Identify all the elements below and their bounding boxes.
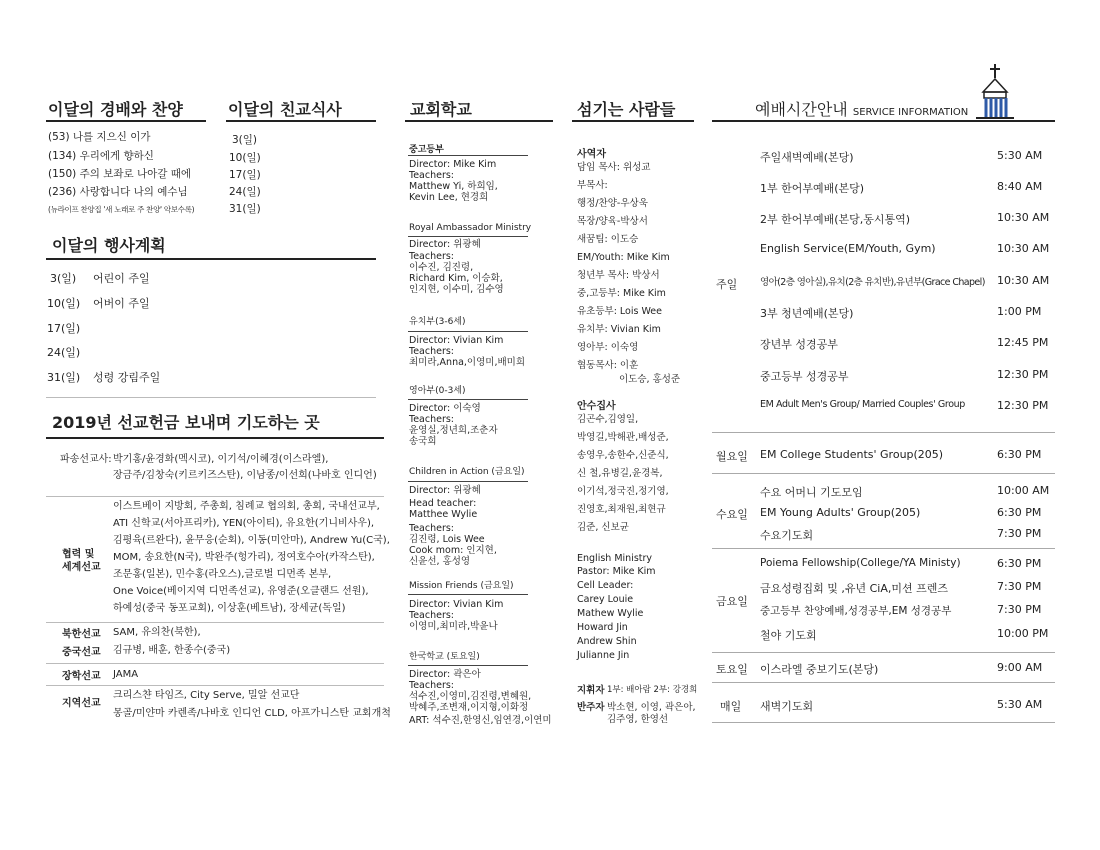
pastor-line: EM/Youth: Mike Kim (577, 252, 670, 263)
service-name: 새벽기도회 (760, 700, 814, 713)
service-title (755, 97, 968, 120)
service-time: 10:30 AM (997, 211, 1050, 224)
em-line: Howard Jin (577, 622, 628, 633)
school-line: Teachers: (409, 170, 454, 181)
service-name: EM Young Adults' Group(205) (760, 506, 921, 519)
event-day: 31(일) (47, 371, 81, 384)
school-group-name: Royal Ambassador Ministry (409, 223, 532, 233)
partners-line: 하예성(중국 동포교회), 이상훈(베트남), 장세균(독일) (113, 603, 346, 614)
service-row (760, 368, 1049, 386)
service-time: 7:30 PM (997, 527, 1042, 540)
school-group-name: Mission Friends (금요일) (409, 581, 514, 591)
service-row (760, 180, 1043, 198)
missionaries-line: 박기홍/윤경화(멕시코), 이기석/이혜경(이스라엘), (113, 454, 329, 465)
school-group-rule (408, 236, 528, 237)
events-title: 이달의 행사계획 (52, 236, 166, 255)
service-row (760, 305, 1040, 323)
school-line: Teachers: (409, 680, 454, 691)
school-group-name: Children in Action (금요일) (409, 467, 525, 477)
service-row (760, 336, 1049, 354)
service-time: 10:30 AM (997, 274, 1050, 287)
service-row (760, 661, 1043, 679)
em-line: Andrew Shin (577, 636, 637, 647)
deacon-line: 송영우,송한수,신준식, (577, 450, 669, 461)
conductor-value: 1부: 배아람 2부: 강경희 (607, 685, 698, 695)
service-title-en: SERVICE INFORMATION (852, 107, 969, 118)
deacon-line: 김준, 신보균 (577, 522, 629, 533)
local-line: 몽골/미얀마 카렌족/나바호 인디언 CLD, 아프가니스탄 교회개척 (113, 708, 391, 719)
service-time: 9:00 AM (997, 661, 1043, 674)
service-time: 12:45 PM (997, 336, 1049, 349)
service-name: 장년부 성경공부 (760, 338, 838, 351)
fellowship-date: 31(일) (229, 203, 261, 215)
service-row (760, 211, 1050, 229)
event-name: 어린이 주일 (93, 272, 150, 285)
school-line: 송국희 (409, 436, 437, 447)
partners-label: 협력 및 세계선교 (62, 549, 101, 573)
school-line: 박혜주,조변재,이지형,이화정 (409, 702, 529, 713)
service-divider (712, 548, 1055, 549)
service-name: 영아(2층 영아실),유치(2층 유치반),유년부(Grace Chapel) (760, 277, 985, 288)
service-time: 6:30 PM (997, 448, 1042, 461)
school-line: Director: 곽은아 (409, 669, 481, 680)
school-line: Director: 위광혜 (409, 239, 481, 250)
school-group-rule (408, 331, 528, 332)
service-time: 10:30 AM (997, 242, 1050, 255)
partners-line: 이스트베이 지방회, 주총회, 침례교 협의회, 총회, 국내선교부, (113, 501, 380, 512)
fellowship-title: 이달의 친교식사 (228, 100, 342, 119)
missionaries-line: 장금주/김창숙(키르키즈스탄), 이남종/이선희(나바호 인디언) (113, 470, 377, 481)
service-row (760, 399, 1049, 417)
service-name: 주일새벽예배(본당) (760, 151, 854, 164)
mission-divider (46, 685, 384, 686)
school-line: Teachers: (409, 610, 454, 621)
service-time: 12:30 PM (997, 399, 1049, 412)
school-line: 최미라,Anna,이영미,배미희 (409, 357, 526, 368)
servers-rule (572, 120, 694, 122)
day-label-daily: 매일 (720, 700, 742, 713)
service-time: 12:30 PM (997, 368, 1049, 381)
mission-rule (46, 437, 384, 439)
service-name: 1부 한어부예배(본당) (760, 182, 865, 195)
service-time: 10:00 PM (997, 627, 1049, 640)
school-line: Head teacher: (409, 498, 477, 509)
service-divider (712, 473, 1055, 474)
school-line: Director: 이숙영 (409, 403, 481, 414)
service-row (760, 448, 1040, 466)
service-name: 금요성령집회 및 ,유년 CiA,미션 프렌즈 (760, 582, 949, 595)
em-line: Cell Leader: (577, 580, 634, 591)
event-name: 어버이 주일 (93, 297, 150, 310)
mission-top-rule (46, 397, 376, 398)
service-name: 이스라엘 중보기도(본당) (760, 663, 879, 676)
school-title: 교회학교 (410, 100, 472, 119)
school-line: Director: Vivian Kim (409, 599, 504, 610)
school-group-rule (408, 399, 528, 400)
school-line: 이수진, 김진령, (409, 262, 474, 273)
service-time: 8:40 AM (997, 180, 1043, 193)
mission-divider (46, 622, 384, 623)
service-name: EM Adult Men's Group/ Married Couples' Group (760, 399, 965, 410)
school-line: 이영미,최미라,박윤나 (409, 621, 498, 632)
partners-line: 김평육(르완다), 윤무응(순회), 이동(미안마), Andrew Yu(C국), (113, 535, 390, 546)
accompanist-line: 김주영, 한영선 (607, 714, 669, 725)
school-line: 인지현, 이수미, 김수영 (409, 284, 504, 295)
school-line: 신윤선, 홍성영 (409, 556, 471, 567)
service-name: 수요 어머니 기도모임 (760, 486, 863, 499)
school-group-rule (408, 481, 528, 482)
partners-line: 조문홍(일본), 민수홍(라오스),글로벌 디먼족 본부, (113, 569, 332, 580)
mission-divider (46, 496, 384, 497)
hymns-title: 이달의 경배와 찬양 (48, 100, 183, 119)
event-day: 3(일) (50, 272, 77, 285)
school-line: Cook mom: 인지현, (409, 545, 497, 556)
pastor-line: 이도승, 홍성준 (619, 374, 681, 385)
service-time: 10:00 AM (997, 484, 1050, 497)
mission-row-value: JAMA (113, 669, 139, 680)
partners-line: MOM, 송요한(N국), 박완주(헝가리), 정여호수아(카작스탄), (113, 552, 375, 563)
deacons-head: 안수집사 (577, 401, 616, 412)
school-group-rule (408, 155, 528, 156)
pastor-line: 중,고등부: Mike Kim (577, 288, 666, 299)
em-line: Carey Louie (577, 594, 634, 605)
mission-row-label: 북한선교 (62, 629, 101, 640)
school-line: ART: 석수진,한영신,임연경,이연미 (409, 715, 552, 726)
school-line: Teachers: (409, 251, 454, 262)
mission-row-value: 김규병, 배훈, 한종수(중국) (113, 645, 231, 656)
hymns-rule (46, 120, 206, 122)
service-time: 6:30 PM (997, 557, 1042, 570)
service-rule (712, 120, 1055, 122)
hymn-item: (236) 사랑합니다 나의 예수님 (48, 186, 188, 198)
school-line: Matthew Yi, 하희임, (409, 181, 498, 192)
service-row (760, 557, 1040, 575)
hymn-item: (150) 주의 보좌로 나아갈 때에 (48, 168, 192, 180)
school-line: Director: 위광혜 (409, 485, 481, 496)
school-line: 윤영실,정년희,조춘자 (409, 425, 498, 436)
school-group-name: 한국학교 (토요일) (409, 652, 480, 662)
day-label-friday: 금요일 (716, 595, 748, 608)
school-line: 석수진,이영미,김진령,변혜원, (409, 691, 532, 702)
school-group-name: 중고등부 (409, 145, 444, 155)
pastor-line: 행정/찬양-우상욱 (577, 198, 648, 209)
day-label-monday: 월요일 (716, 450, 748, 463)
service-name: 중고등부 찬양예배,성경공부,EM 성경공부 (760, 605, 952, 617)
service-divider (712, 652, 1055, 653)
accompanist-label: 반주자 (577, 702, 605, 713)
day-label-wednesday: 수요일 (716, 508, 748, 521)
deacon-line: 김곤수,김영일, (577, 414, 639, 425)
school-group-rule (408, 594, 528, 595)
hymn-note: (뉴라이프 찬양집 '새 노래로 주 찬양' 악보수록) (48, 205, 195, 214)
mission-row-label: 장학선교 (62, 671, 101, 682)
school-line: Director: Vivian Kim (409, 335, 504, 346)
pastor-line: 부목사: (577, 180, 608, 191)
accompanist-line: 박소현, 이영, 곽은아, (607, 702, 696, 713)
em-line: Pastor: Mike Kim (577, 566, 656, 577)
deacon-line: 박영길,박해관,배성준, (577, 432, 669, 443)
em-line: English Ministry (577, 553, 653, 564)
fellowship-date: 17(일) (229, 169, 261, 181)
pastors-head: 사역자 (577, 149, 606, 160)
event-day: 10(일) (47, 297, 81, 310)
service-row (760, 242, 1050, 260)
pastor-line: 목장/양육-박상서 (577, 216, 648, 227)
pastor-line: 영아부: 이숙영 (577, 342, 639, 353)
service-name: EM College Students' Group(205) (760, 448, 944, 461)
mission-title: 2019년 선교헌금 보내며 기도하는 곳 (52, 413, 320, 432)
pastor-line: 유치부: Vivian Kim (577, 324, 661, 335)
pastor-line: 새꿈팀: 이도승 (577, 234, 639, 245)
fellowship-date: 24(일) (229, 186, 261, 198)
service-name: English Service(EM/Youth, Gym) (760, 242, 936, 255)
deacon-line: 진영호,최재원,최현규 (577, 504, 666, 515)
service-name: 수요기도회 (760, 529, 814, 542)
event-day: 17(일) (47, 322, 81, 335)
day-label-saturday: 토요일 (716, 663, 748, 676)
pastor-line: 담임 목사: 위성교 (577, 162, 651, 173)
missionaries-label: 파송선교사: (60, 454, 112, 465)
church-icon (973, 62, 1017, 120)
service-name: 3부 청년예배(본당) (760, 307, 854, 320)
school-rule (405, 120, 553, 122)
event-day: 24(일) (47, 346, 81, 359)
school-line: Teachers: (409, 346, 454, 357)
school-group-name: 유치부(3-6세) (409, 317, 466, 327)
partners-line: One Voice(베이지역 디먼족선교), 유영준(오클랜드 선원), (113, 586, 369, 597)
school-line: Teachers: (409, 414, 454, 425)
event-name: 성령 강림주일 (93, 371, 161, 384)
school-line: Matthee Wylie (409, 509, 478, 520)
service-row (760, 527, 1040, 545)
em-line: Mathew Wylie (577, 608, 644, 619)
em-line: Julianne Jin (577, 650, 630, 661)
local-line: 크리스챤 타임즈, City Serve, 밀알 선교단 (113, 690, 300, 701)
servers-title: 섬기는 사람들 (577, 100, 676, 119)
service-row (760, 698, 1043, 716)
service-time: 7:30 PM (997, 603, 1042, 616)
partners-line: ATI 신학교(서아프리카), YEN(아이티), 유요한(기니비사우), (113, 518, 375, 529)
fellowship-date: 3(일) (232, 134, 258, 146)
conductor-label: 지휘자 (577, 685, 605, 696)
service-row (760, 149, 1043, 167)
service-name: 중고등부 성경공부 (760, 370, 849, 383)
service-row (760, 580, 1040, 598)
pastor-line: 협동목사: 이훈 (577, 360, 639, 371)
school-line: Kevin Lee, 현경희 (409, 192, 489, 203)
pastor-line: 유초등부: Lois Wee (577, 306, 663, 317)
mission-divider (46, 663, 384, 664)
service-title-ko: 예배시간안내 (755, 100, 848, 119)
service-row (760, 484, 1050, 502)
school-line: Richard Kim, 이승화, (409, 273, 503, 284)
school-group-rule (408, 665, 528, 666)
service-row (760, 274, 1050, 292)
service-divider (712, 682, 1055, 683)
service-time: 5:30 AM (997, 149, 1043, 162)
service-row (760, 627, 1049, 645)
deacon-line: 이기석,정국진,정기영, (577, 486, 669, 497)
service-time: 6:30 PM (997, 506, 1042, 519)
service-divider (712, 722, 1055, 723)
school-line: Teachers: (409, 523, 454, 534)
school-group-name: 영아부(0-3세) (409, 386, 466, 396)
day-label-sunday: 주일 (716, 278, 738, 291)
school-line: 김진령, Lois Wee (409, 534, 485, 545)
local-label: 지역선교 (62, 698, 101, 709)
service-name: 철야 기도회 (760, 629, 817, 642)
fellowship-date: 10(일) (229, 152, 261, 164)
hymn-item: (53) 나를 지으신 이가 (48, 131, 151, 143)
service-row (760, 506, 1040, 524)
deacon-line: 신 철,유병길,윤경복, (577, 468, 663, 479)
service-name: Poiema Fellowship(College/YA Ministy) (760, 557, 961, 569)
mission-row-value: SAM, 유의찬(북한), (113, 627, 201, 638)
events-rule (46, 258, 376, 260)
school-line: Director: Mike Kim (409, 159, 497, 170)
service-time: 7:30 PM (997, 580, 1042, 593)
mission-row-label: 중국선교 (62, 647, 101, 658)
service-row (760, 603, 1040, 621)
service-time: 1:00 PM (997, 305, 1042, 318)
pastor-line: 청년부 목사: 박상서 (577, 270, 660, 281)
hymn-item: (134) 우리에게 향하신 (48, 150, 154, 162)
service-time: 5:30 AM (997, 698, 1043, 711)
fellowship-rule (226, 120, 376, 122)
service-divider (712, 432, 1055, 433)
service-name: 2부 한어부예배(본당,동시통역) (760, 213, 911, 226)
